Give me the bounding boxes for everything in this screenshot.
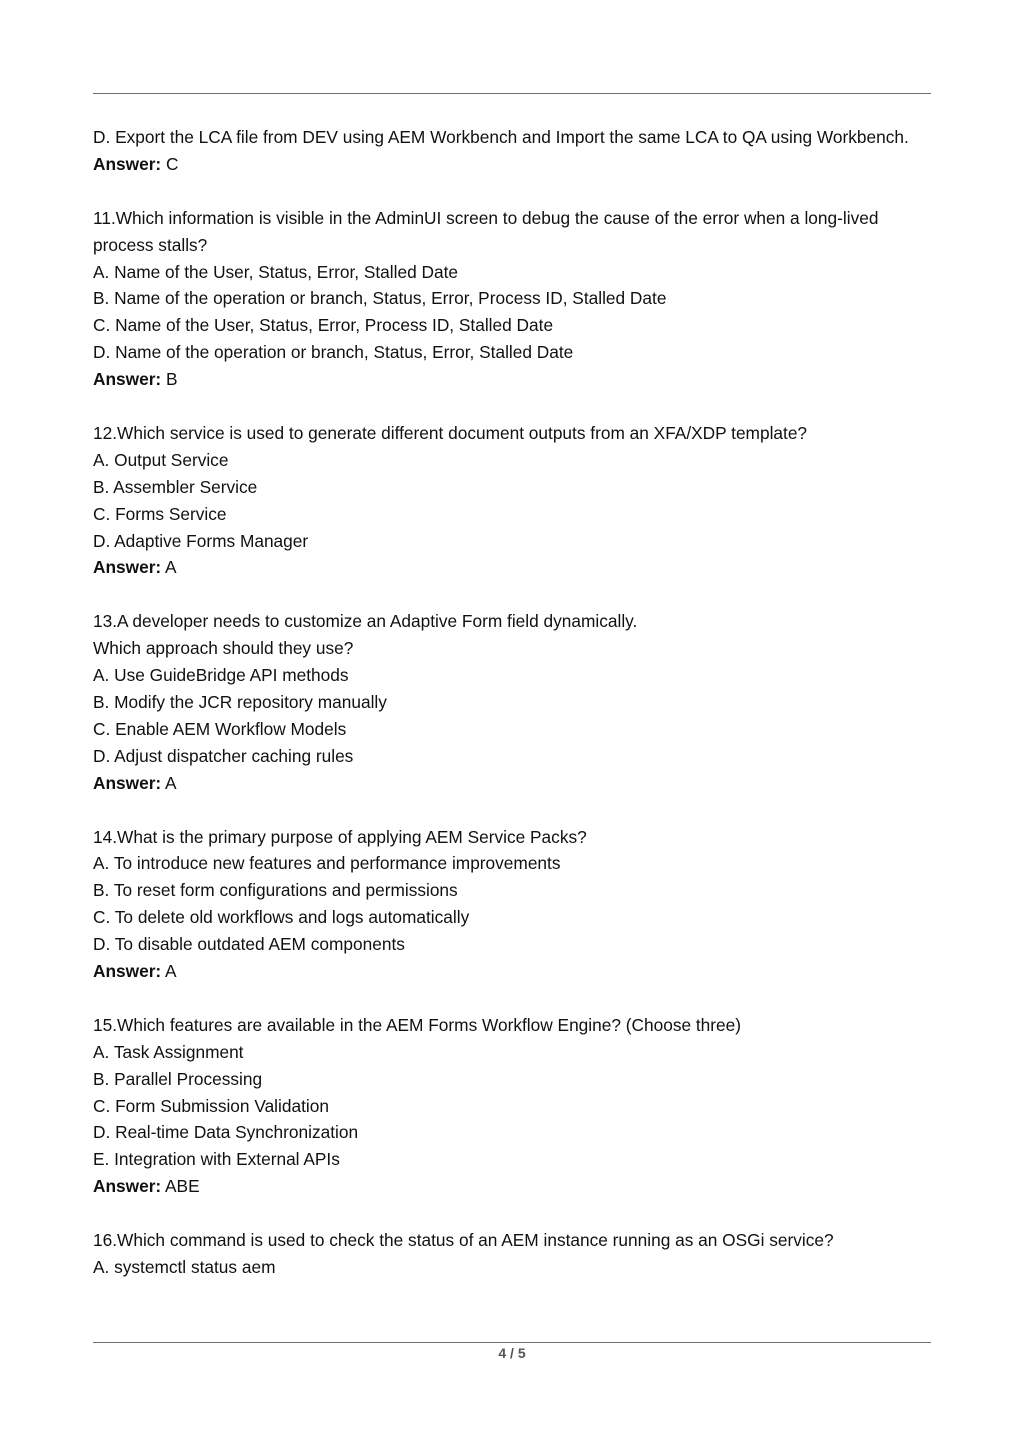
answer-value: A <box>161 961 177 982</box>
answer-label: Answer: <box>93 369 162 390</box>
option-text: A. Output Service <box>93 449 229 470</box>
option-text: A. Task Assignment <box>93 1041 244 1062</box>
option-text: D. Adjust dispatcher caching rules <box>93 745 354 766</box>
question-stem: 16.Which command is used to check the status of an AEM instance running as an OSGi service? <box>93 1230 834 1251</box>
option-text: B. Parallel Processing <box>93 1068 263 1089</box>
page-number: 4 / 5 <box>498 1345 526 1361</box>
page-content <box>93 124 931 1281</box>
answer-line <box>93 151 931 178</box>
option-text: C. Name of the User, Status, Error, Process ID, Stalled Date <box>93 315 554 336</box>
option-text: D. Name of the operation or branch, Status, Error, Stalled Date <box>93 342 574 363</box>
option-text: B. To reset form configurations and permissions <box>93 880 458 901</box>
option-text: A. systemctl status aem <box>93 1256 276 1277</box>
question-stem: 15.Which features are available in the AEM Forms Workflow Engine? (Choose three) <box>93 1014 742 1035</box>
option-text: B. Assembler Service <box>93 476 258 497</box>
answer-line <box>93 1173 931 1200</box>
answer-label: Answer: <box>93 153 162 174</box>
footer-rule <box>93 1342 931 1343</box>
answer-value: B <box>161 369 178 390</box>
header-rule <box>93 93 931 94</box>
answer-value: C <box>161 153 179 174</box>
option-text: A. To introduce new features and performance improvements <box>93 853 561 874</box>
option-text: A. Name of the User, Status, Error, Stalled Date <box>93 261 458 282</box>
option-text: D. Real-time Data Synchronization <box>93 1122 359 1143</box>
answer-label: Answer: <box>93 557 162 578</box>
answer-line <box>93 770 931 797</box>
answer-value: A <box>161 557 177 578</box>
answer-value: ABE <box>161 1176 200 1197</box>
option-text: C. Enable AEM Workflow Models <box>93 718 347 739</box>
answer-label: Answer: <box>93 1176 162 1197</box>
answer-line <box>93 554 931 581</box>
option-text: A. Use GuideBridge API methods <box>93 665 349 686</box>
answer-value: A <box>161 772 177 793</box>
option-text: B. Name of the operation or branch, Status, Error, Process ID, Stalled Date <box>93 288 667 309</box>
option-text: D. Adaptive Forms Manager <box>93 530 309 551</box>
question-stem: 14.What is the primary purpose of applying AEM Service Packs? <box>93 826 587 847</box>
answer-label: Answer: <box>93 961 162 982</box>
question-stem: 11.Which information is visible in the AdminUI screen to debug the cause of the error when a long-lived process stalls? <box>93 207 879 255</box>
option-text: C. Form Submission Validation <box>93 1095 329 1116</box>
question-stem: 12.Which service is used to generate different document outputs from an XFA/XDP template? <box>93 422 808 443</box>
option-text: E. Integration with External APIs <box>93 1149 340 1170</box>
option-text: C. Forms Service <box>93 503 227 524</box>
option-text: C. To delete old workflows and logs automatically <box>93 907 470 928</box>
option-text: B. Modify the JCR repository manually <box>93 691 387 712</box>
answer-label: Answer: <box>93 772 162 793</box>
answer-line <box>93 958 931 985</box>
question-stem-continued: Which approach should they use? <box>93 638 354 659</box>
option-text: D. To disable outdated AEM components <box>93 934 405 955</box>
question-stem: 13.A developer needs to customize an Adaptive Form field dynamically. <box>93 611 638 632</box>
answer-line <box>93 366 931 393</box>
option-text: D. Export the LCA file from DEV using AEM Workbench and Import the same LCA to QA using Workbench. <box>93 127 909 147</box>
